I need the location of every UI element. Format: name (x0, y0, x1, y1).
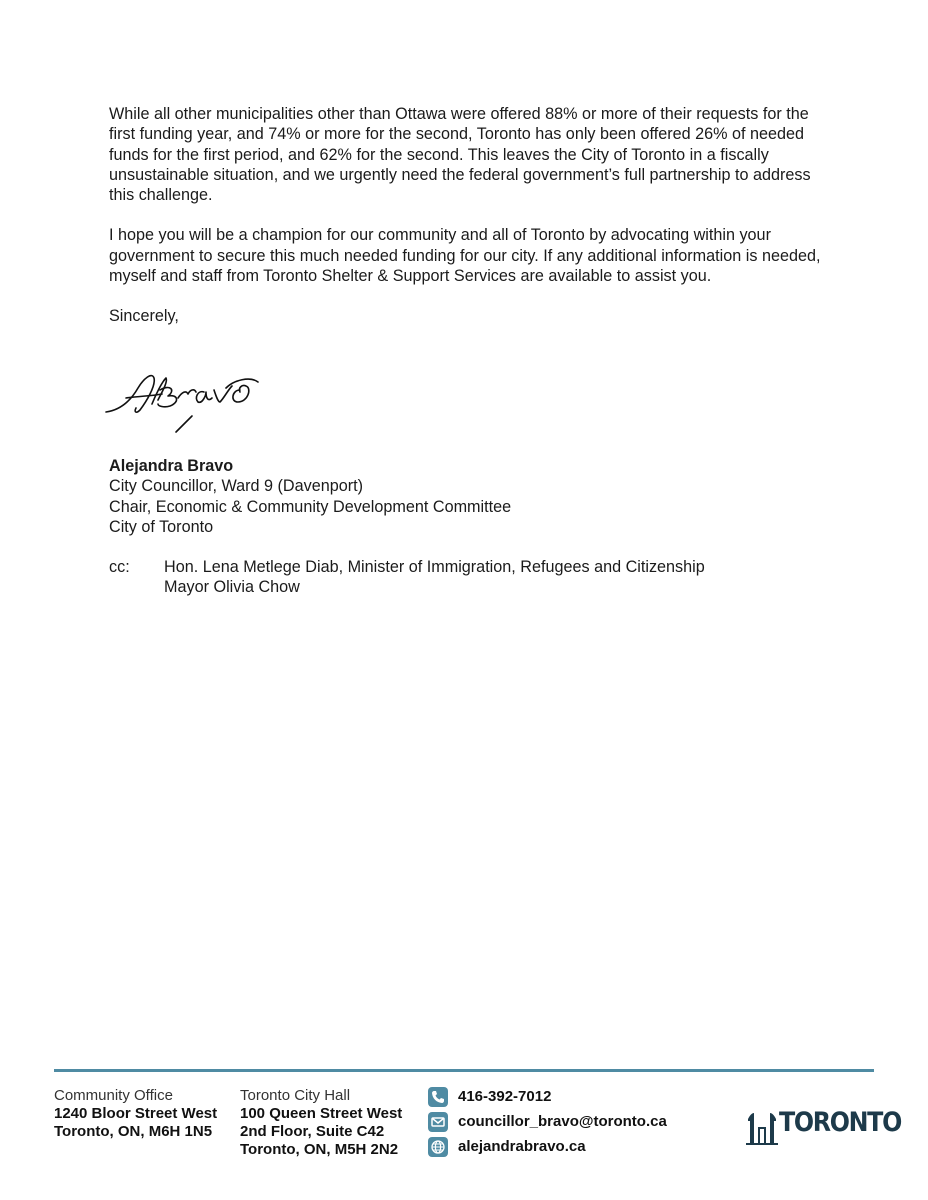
address-heading: Community Office (54, 1087, 173, 1104)
signature-block (109, 456, 511, 537)
cc-recipient: Hon. Lena Metlege Diab, Minister of Immigration, Refugees and Citizenship (164, 558, 705, 576)
website-link[interactable]: alejandrabravo.ca (458, 1138, 586, 1155)
phone-icon (428, 1087, 448, 1107)
address-line: 100 Queen Street West (240, 1105, 403, 1122)
address-heading: Toronto City Hall (240, 1087, 351, 1104)
signatory-title: Chair, Economic & Community Development Committee (109, 497, 512, 516)
closing-salutation: Sincerely, (109, 307, 179, 326)
logo-wordmark: TORONTO (779, 1107, 901, 1138)
signatory-name: Alejandra Bravo (109, 457, 234, 475)
letter-body (109, 104, 829, 347)
city-hall-logo-icon (746, 1103, 778, 1145)
phone-number[interactable]: 416-392-7012 (458, 1088, 552, 1105)
email-link[interactable]: councillor_bravo@toronto.ca (458, 1113, 667, 1130)
letter-paragraph: While all other municipalities other than Ottawa were offered 88% or more of their requests for the first funding year, and 74% or more for the second, Toronto has only been offered 26% of needed funds for the first period, and 62% for the second. This leaves the City of Toronto in a fiscally unsustainable situation, and we urgently need the federal government’s full partnership to address this challenge. (109, 105, 811, 205)
address-line: Toronto, ON, M6H 1N5 (54, 1123, 213, 1140)
toronto-logo (746, 1103, 901, 1145)
signatory-title: City Councillor, Ward 9 (Davenport) (109, 477, 363, 496)
community-office-address (54, 1087, 217, 1141)
handwritten-signature (100, 368, 276, 438)
cc-recipient: Mayor Olivia Chow (164, 578, 300, 597)
signatory-title: City of Toronto (109, 517, 214, 536)
letter-paragraph: I hope you will be a champion for our community and all of Toronto by advocating within your government to secure this much needed funding for our city. If any additional information is needed, myself and staff from Toronto Shelter & Support Services are available to assist you. (109, 226, 821, 286)
address-line: 1240 Bloor Street West (54, 1105, 218, 1122)
address-line: 2nd Floor, Suite C42 (240, 1123, 385, 1140)
footer-divider (54, 1069, 874, 1072)
email-icon (428, 1112, 448, 1132)
city-hall-address (240, 1087, 402, 1159)
address-line: Toronto, ON, M5H 2N2 (240, 1141, 399, 1158)
cc-label: cc: (109, 558, 130, 576)
globe-icon (428, 1137, 448, 1157)
